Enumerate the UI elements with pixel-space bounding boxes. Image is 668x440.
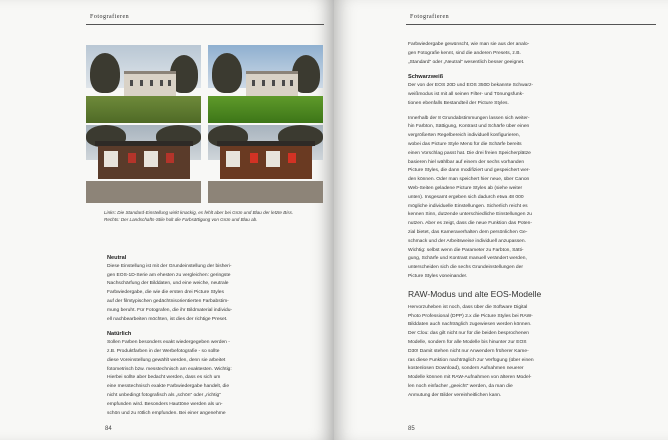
right-header-text: Fotografieren — [410, 14, 450, 20]
body-line: gung, Schärfe und Kontrast manuell verändert werden, — [408, 256, 527, 262]
body-line: hin Farbton, Sättigung, Kontrast und Schärfe über einen — [408, 124, 530, 130]
body-line: mung beruht. Für Fotografen, die ihr Bildmaterial individu- — [107, 307, 233, 313]
caption-line: Rechts: Der Landschafts-Stile holt die Farbsättigung von Grün und Blau ab. — [104, 217, 258, 222]
body-line: gen Fotografie kennt, sind die anderen Presets, z.B. — [408, 50, 521, 56]
photo-palace-landscape — [208, 45, 323, 123]
body-line: Photo Professional (DPP) 2.x die Picture Styles bei RAW- — [408, 313, 533, 319]
body-line: schön und zu rötlich empfunden. Bei einer angenehme — [107, 410, 226, 416]
body-line: den können. Oder man speichert hier neue, über Canon — [408, 177, 530, 183]
left-running-header — [86, 14, 324, 25]
body-line: eine messtechnisch exakte Farbwiedergabe handelt, die — [107, 384, 230, 390]
section-heading-natural: Natürlich — [107, 331, 132, 338]
body-line: weißmodus ist mit all seinen Filter- und Tönungsfunk- — [408, 91, 524, 97]
body-line: Der Clou: das gilt nicht nur für die beiden besprochenen — [408, 331, 529, 337]
body-line: z.B. Produktfarben in der Werbefotografie - so sollte — [107, 348, 220, 354]
body-line: kennen Sinn, dutzende unterschiedliche Einstellungen zu — [408, 212, 532, 218]
body-line: „Standard“ oder „Neutral“ wesentlich besser geeignet. — [408, 59, 525, 65]
body-line: D30! Damit stehen nicht nur Anwendern früherer Kame- — [408, 348, 529, 354]
body-line: nutzen. Aber es zeigt, dass die neue Funktion das Poten- — [408, 221, 532, 227]
body-line: vergrößerten Regelbereich individuell konfigurieren, — [408, 133, 521, 139]
body-line: diese Voreinstellung gewählt werden, denn sie arbeitet — [107, 357, 226, 363]
section-heading-bw: Schwarzweiß — [408, 74, 444, 81]
body-line: Innerhalb der 8 Grundabstimmungen lassen sich weiter- — [408, 115, 530, 121]
body-line: Farbwiedergabe gewünscht, wie man sie aus der analo- — [408, 42, 530, 47]
photo-palace-standard — [86, 45, 201, 123]
body-line: Diese Einstellung ist mit der Grundeinstellung der bisheri- — [107, 263, 232, 269]
body-line: Wichtig: selbst wenn die Parameter zu Farbton, Sätti- — [408, 247, 524, 253]
body-line: empfunden wird. Besonders Hauttöne werden als un- — [107, 401, 223, 407]
photo-kiosk-landscape — [208, 125, 323, 203]
left-page-number: 84 — [105, 426, 112, 432]
body-line: ras diese Funktion nachträglich zur Verfügung (über einen — [408, 357, 534, 363]
caption-line: Links: Die Standard-Einstellung wirkt knackig, es fehlt aber bei Grün und Blau der letzte Biss. — [104, 210, 294, 215]
left-header-text: Fotografieren — [90, 14, 130, 20]
body-line: unten). Insgesamt ergeben sich dadurch etwa 48 000 — [408, 194, 524, 200]
body-line: mögliche individuelle Einstellungen. Sicherlich reicht es — [408, 203, 528, 209]
right-text-column — [408, 41, 638, 400]
body-line: ell nachbearbeiten möchten, ist dies der richtige Preset. — [107, 316, 228, 322]
body-line: Hierbei sollte aber bedacht werden, dass es sich um — [107, 375, 221, 381]
body-line: Hervorzuheben ist noch, dass über die Software Digital — [408, 304, 528, 310]
body-line: schmack und der Arbeitsweise individuell anzupassen. — [408, 238, 526, 244]
photo-caption — [104, 209, 322, 223]
body-line: Sollen Farben besonders exakt wiedergegeben werden - — [107, 340, 230, 346]
left-text-column — [107, 254, 323, 418]
body-line: unterscheiden sich die sechs Grundeinstellungen der — [408, 265, 524, 271]
body-line: Modelle können mit RAW-Aufnahmen von älteren Model- — [408, 375, 532, 381]
body-line: Nachschärfung der Bilddaten, und eine weiche, neutrale — [107, 281, 229, 287]
body-line: auf der filmtypischen gedächtnisorientierten Farbabstim- — [107, 298, 229, 304]
body-line: basieren hiel wählbar auf einem der sechs vorhanden — [408, 159, 525, 165]
body-line: len noch einfacher „geeicht“ werden, da man die — [408, 383, 513, 389]
body-line: Farbwiedergabe, die wie die ersten drei Picture Styles — [107, 290, 224, 296]
body-line: Picture Styles voneinander. — [408, 273, 468, 279]
body-line: kostenlosen Download), sondern Aufnahmen neuerer — [408, 366, 524, 372]
right-page — [334, 0, 668, 440]
right-running-header — [406, 14, 656, 25]
body-line: nicht unbedingt fotografisch als „schön“ oder „richtig“ — [107, 392, 221, 398]
body-line: tionen ebenfalls Bestandteil der Picture Styles. — [408, 100, 509, 106]
body-line: gen EOS-1D-Serie am ehesten zu vergleichen: geringste — [107, 272, 231, 278]
section-heading-raw: RAW-Modus und alte EOS-Modelle — [408, 288, 542, 299]
body-line: Anmutung der Bilder vereinheitlichen kann. — [408, 392, 502, 398]
body-line: zial bietet, das Kameraverhalten dem persönlichen Ge- — [408, 229, 528, 235]
right-page-number: 85 — [408, 426, 415, 432]
photo-kiosk-standard — [86, 125, 201, 203]
section-heading-neutral: Neutral — [107, 255, 127, 261]
body-line: wobei das Picture Style Menü für die Schärfe bereits — [408, 141, 522, 147]
body-line: fotometrisch bzw. messtechnisch am exaktesten. Wichtig: — [107, 366, 232, 372]
body-line: Bilddaten auch nachträglich zugewiesen werden können. — [408, 322, 532, 328]
body-line: Modelle, sondern für alle Modelle bis hinunter zur EOS — [408, 339, 527, 345]
body-line: Der von der EOS 20D und EOS 350D bekannte Schwarz- — [408, 83, 534, 89]
body-line: Picture Styles, die dann modifiziert und gespeichert wer- — [408, 168, 531, 174]
body-line: einen Vorschlag passt hat. Die drei freien Speicherplätze — [408, 150, 531, 156]
body-line: Web-Seiten geladene Picture Styles ab (siehe weiter — [408, 185, 523, 191]
